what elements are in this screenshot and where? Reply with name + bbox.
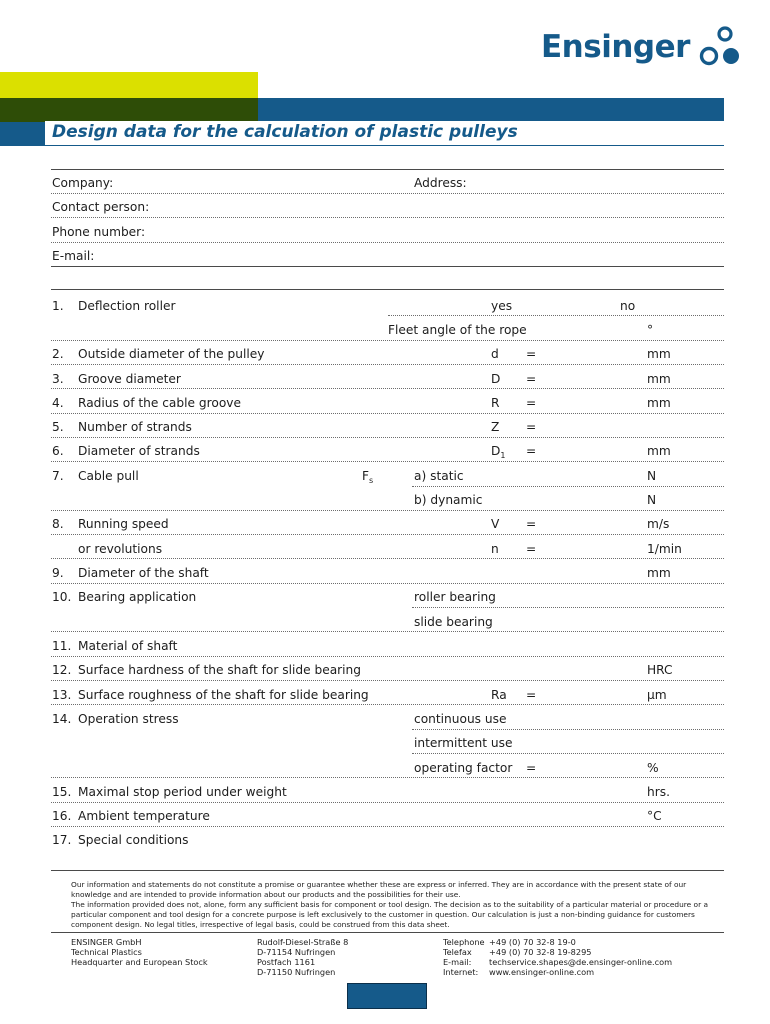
footer-address — [257, 937, 348, 977]
company-field-line[interactable] — [51, 193, 724, 194]
item-15-unit: hrs. — [647, 785, 670, 799]
item-14-field-line[interactable] — [412, 729, 724, 730]
item-6-number: 6. — [52, 444, 64, 458]
phone-label: Phone number: — [52, 225, 146, 239]
item-5-symbol: Z — [491, 420, 500, 434]
footer-contact-key: E-mail: — [443, 957, 472, 967]
document-title: Design data for the calculation of plastic pulleys — [52, 122, 518, 142]
item-14-field-line-2[interactable] — [412, 753, 724, 754]
submit-button[interactable] — [347, 983, 427, 1009]
item-5-field-line[interactable] — [51, 437, 724, 438]
item-2-label: Outside diameter of the pulley — [78, 347, 265, 361]
item-11-number: 11. — [52, 639, 72, 653]
item-7-symbol — [362, 469, 373, 488]
item-6-symbol-sub: 1 — [500, 451, 506, 460]
footer-company-line: Technical Plastics — [71, 947, 142, 957]
item-10-option-slide[interactable]: slide bearing — [414, 615, 493, 629]
item-6-equals: = — [526, 444, 537, 458]
item-7-dynamic-field-line[interactable] — [51, 510, 724, 511]
item-13-equals: = — [526, 688, 537, 702]
item-2-equals: = — [526, 347, 537, 361]
footer-contact-value[interactable]: +49 (0) 70 32-8 19-0 — [489, 937, 576, 947]
item-6-label: Diameter of strands — [78, 444, 200, 458]
item-1-fleet-unit: ° — [647, 323, 654, 337]
item-8-field-line[interactable] — [51, 534, 724, 535]
item-10-label: Bearing application — [78, 590, 197, 604]
phone-field-line[interactable] — [51, 242, 724, 243]
item-2-unit: mm — [647, 347, 671, 361]
footer-contact-email — [443, 957, 672, 967]
item-7-number: 7. — [52, 469, 64, 483]
item-10-field-line[interactable] — [412, 607, 724, 608]
item-8-label-2: or revolutions — [78, 542, 163, 556]
footer-contact-value[interactable]: techservice.shapes@de.ensinger-online.com — [489, 957, 673, 967]
item-9-number: 9. — [52, 566, 64, 580]
item-5-equals: = — [526, 420, 537, 434]
footer-contact-value[interactable]: www.ensinger-online.com — [489, 967, 595, 977]
item-3-symbol: D — [491, 372, 501, 386]
address-label: Address: — [414, 176, 467, 190]
ensinger-logo — [541, 24, 742, 70]
item-9-unit: mm — [647, 566, 671, 580]
item-12-label: Surface hardness of the shaft for slide bearing — [78, 663, 362, 677]
disclaimer-paragraph-1: Our information and statements do not constitute a promise or guarantee whether these are express or inferred. They are in accordance with the present state of our knowledge and are intended to provide information about our products and the possibilities for their use. — [71, 880, 687, 899]
item-14-option-intermittent[interactable]: intermittent use — [414, 736, 513, 750]
item-9-field-line[interactable] — [51, 583, 724, 584]
item-7-symbol-text: F — [362, 469, 370, 483]
item-13-field-line[interactable] — [51, 704, 724, 705]
item-15-label: Maximal stop period under weight — [78, 785, 287, 799]
item-10-number: 10. — [52, 590, 72, 604]
divider — [51, 289, 724, 290]
divider — [51, 266, 724, 267]
item-8-symbol: V — [491, 517, 500, 531]
item-14-number: 14. — [52, 712, 72, 726]
item-13-label: Surface roughness of the shaft for slide bearing — [78, 688, 369, 702]
item-14-operating-factor: operating factor — [414, 761, 513, 775]
item-5-number: 5. — [52, 420, 64, 434]
item-1-yes[interactable]: yes — [491, 299, 513, 313]
item-16-label: Ambient temperature — [78, 809, 210, 823]
item-14-field-line-3[interactable] — [51, 777, 724, 778]
footer-address-line: Postfach 1161 — [257, 957, 316, 967]
footer-address-line: D-71154 Nufringen — [257, 947, 336, 957]
item-5-label: Number of strands — [78, 420, 192, 434]
item-2-number: 2. — [52, 347, 64, 361]
item-14-unit: % — [647, 761, 659, 775]
item-8-unit-2: 1/min — [647, 542, 682, 556]
disclaimer-paragraph-2: The information provided does not, alone, form any sufficient basis for component or tool design. The decision as to the suitability of a particular material or procedure or a particular component and tool design for a concrete purpose is left exclusively to the customer in question. Our calculation is just a non-binding guidance for customers component design. No legal titles, irrespective of legal basis, could be construed from this data sheet. — [71, 900, 708, 929]
item-4-symbol: R — [491, 396, 500, 410]
footer-address-line: Rudolf-Diesel-Straße 8 — [257, 937, 349, 947]
item-15-field-line[interactable] — [51, 802, 724, 803]
brand-name: Ensinger — [541, 29, 690, 65]
item-13-symbol: Ra — [491, 688, 507, 702]
item-16-field-line[interactable] — [51, 826, 724, 827]
accent-band-yellow — [0, 72, 258, 98]
footer-contact-key: Internet: — [443, 967, 479, 977]
item-13-number: 13. — [52, 688, 72, 702]
item-1-fleet-line[interactable] — [51, 340, 724, 341]
item-4-label: Radius of the cable groove — [78, 396, 242, 410]
item-4-equals: = — [526, 396, 537, 410]
item-11-label: Material of shaft — [78, 639, 178, 653]
item-7-dynamic-label: b) dynamic — [414, 493, 483, 507]
email-label: E-mail: — [52, 249, 95, 263]
item-12-number: 12. — [52, 663, 72, 677]
item-1-field-line[interactable] — [388, 315, 724, 316]
item-12-field-line[interactable] — [51, 680, 724, 681]
item-12-unit: HRC — [647, 663, 673, 677]
item-3-number: 3. — [52, 372, 64, 386]
item-1-fleet-label: Fleet angle of the rope — [388, 323, 527, 337]
item-16-number: 16. — [52, 809, 72, 823]
item-7-symbol-sub: s — [369, 476, 374, 485]
item-4-unit: mm — [647, 396, 671, 410]
footer-contact-phone — [443, 937, 672, 947]
item-1-no[interactable]: no — [620, 299, 636, 313]
footer-contact-value[interactable]: +49 (0) 70 32-8 19-8295 — [489, 947, 592, 957]
contact-person-field-line[interactable] — [51, 217, 724, 218]
item-14-label: Operation stress — [78, 712, 179, 726]
item-3-field-line[interactable] — [51, 388, 724, 389]
item-8-symbol-2: n — [491, 542, 499, 556]
item-1-label: Deflection roller — [78, 299, 176, 313]
footer-divider — [51, 932, 724, 933]
company-label: Company: — [52, 176, 114, 190]
footer-company-line: Headquarter and European Stock — [71, 957, 208, 967]
footer-contact-key: Telephone — [443, 937, 485, 947]
item-8-number: 8. — [52, 517, 64, 531]
item-8-field-line-2[interactable] — [51, 558, 724, 559]
footer-company — [71, 937, 208, 967]
item-7-static-field-line[interactable] — [412, 486, 724, 487]
item-14-equals: = — [526, 761, 537, 775]
footer-company-line: ENSINGER GmbH — [71, 937, 142, 947]
accent-band-green — [0, 98, 258, 122]
item-7-dynamic-unit: N — [647, 493, 657, 507]
item-11-field-line[interactable] — [51, 656, 724, 657]
disclaimer — [71, 880, 711, 930]
footer-contact-key: Telefax — [443, 947, 472, 957]
footer-address-line: D-71150 Nufringen — [257, 967, 336, 977]
item-17-number: 17. — [52, 833, 72, 847]
item-4-number: 4. — [52, 396, 64, 410]
item-8-equals-2: = — [526, 542, 537, 556]
footer-contacts — [443, 937, 672, 977]
item-8-unit: m/s — [647, 517, 670, 531]
item-9-label: Diameter of the shaft — [78, 566, 209, 580]
item-3-unit: mm — [647, 372, 671, 386]
item-4-field-line[interactable] — [51, 413, 724, 414]
item-2-field-line[interactable] — [51, 364, 724, 365]
item-3-label: Groove diameter — [78, 372, 181, 386]
item-6-field-line[interactable] — [51, 461, 724, 462]
item-17-label: Special conditions — [78, 833, 189, 847]
item-13-unit: µm — [647, 688, 667, 702]
ensinger-logo-icon — [698, 25, 742, 69]
item-16-unit: °C — [647, 809, 662, 823]
item-8-equals: = — [526, 517, 537, 531]
item-1-number: 1. — [52, 299, 64, 313]
item-8-label: Running speed — [78, 517, 169, 531]
item-14-option-continuous[interactable]: continuous use — [414, 712, 507, 726]
item-3-equals: = — [526, 372, 537, 386]
item-10-option-roller[interactable]: roller bearing — [414, 590, 496, 604]
footer-contact-fax — [443, 947, 672, 957]
item-15-number: 15. — [52, 785, 72, 799]
contact-person-label: Contact person: — [52, 200, 150, 214]
item-6-symbol-text: D — [491, 444, 501, 458]
item-10-field-line-2[interactable] — [51, 631, 724, 632]
item-2-symbol: d — [491, 347, 499, 361]
footer-contact-internet — [443, 967, 672, 977]
divider — [51, 169, 724, 170]
item-6-unit: mm — [647, 444, 671, 458]
item-7-static-label: a) static — [414, 469, 464, 483]
footer-divider — [51, 870, 724, 871]
item-7-static-unit: N — [647, 469, 657, 483]
item-7-label: Cable pull — [78, 469, 139, 483]
